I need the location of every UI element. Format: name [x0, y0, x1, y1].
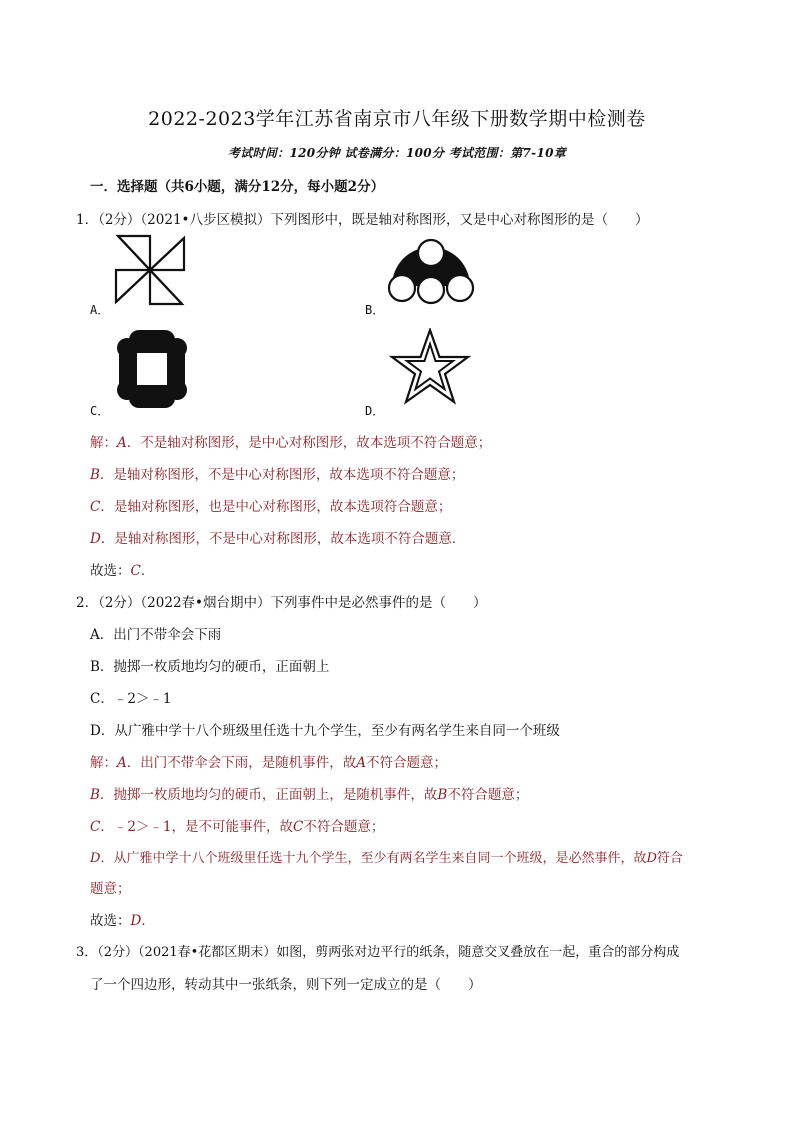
- option-letter: D: [90, 851, 101, 866]
- figure-c-label: C．: [90, 404, 110, 418]
- q1-solution-a: [90, 431, 491, 451]
- solution-text: ．是轴对称图形，不是中心对称图形，故本选项不符合题意；: [99, 467, 465, 483]
- question-3-stem-line-1: 3．（2分）（2021春•花都区期末）如图，剪两张对边平行的纸条，随意交叉叠放在一起，重合的部分构成: [76, 945, 680, 960]
- option-letter: A: [117, 435, 127, 451]
- option-letter: D: [646, 851, 657, 866]
- solution-text: ．从广雅中学十八个班级里任选十九个学生，至少有两名学生来自同一个班级，是必然事件，故: [100, 851, 647, 866]
- q2-option-d: D．从广雅中学十八个班级里任选十九个学生，至少有两名学生来自同一个班级: [90, 723, 560, 739]
- q2-solution-b: [90, 783, 528, 803]
- q2-solution-d-continued: 题意；: [90, 881, 131, 897]
- solution-end: 符合: [656, 851, 683, 866]
- figure-d-star: [389, 328, 471, 410]
- figure-a-label: A．: [90, 303, 110, 317]
- option-letter: B: [90, 467, 100, 483]
- q2-solution-d: [90, 847, 683, 866]
- q2-solution-c: [90, 815, 384, 835]
- q2-solution-a: [90, 751, 447, 771]
- solution-prefix: 解：: [90, 435, 117, 451]
- answer-prefix: 故选：: [90, 913, 131, 929]
- section-heading: 一．选择题（共6小题，满分12分，每小题2分）: [90, 179, 385, 195]
- q2-option-a: A．出门不带伞会下雨: [90, 627, 222, 643]
- answer-prefix: 故选：: [90, 563, 131, 579]
- figure-a-pinwheel: [114, 234, 186, 306]
- solution-prefix: 解：: [90, 755, 117, 771]
- page-title: 2022-2023学年江苏省南京市八年级下册数学期中检测卷: [148, 108, 646, 130]
- solution-text: ．是轴对称图形，不是中心对称图形，故本选项不符合题意．: [100, 531, 466, 547]
- figure-d-label: D．: [365, 404, 385, 418]
- answer-letter: C: [130, 563, 141, 579]
- q1-answer: [90, 559, 154, 579]
- figure-b-label: B．: [365, 303, 385, 317]
- option-letter: C: [293, 819, 304, 835]
- option-letter: A: [356, 755, 366, 771]
- option-letter: C: [90, 819, 101, 835]
- solution-text: ．抛掷一枚质地均匀的硬币，正面朝上，是随机事件，故: [99, 787, 438, 803]
- figure-c-square-shape: [115, 326, 189, 412]
- answer-suffix: ．: [141, 913, 155, 929]
- question-2-stem: 2．（2分）（2022春•烟台期中）下列事件中是必然事件的是（ ）: [76, 595, 487, 611]
- solution-text: ．是轴对称图形，也是中心对称图形，故本选项符合题意；: [100, 499, 452, 515]
- q1-solution-c: [90, 495, 451, 515]
- q2-option-b: B．抛掷一枚质地均匀的硬币，正面朝上: [90, 659, 330, 675]
- exam-info: 考试时间：120分钟 试卷满分：100分 考试范围：第7-10章: [227, 146, 567, 160]
- q1-solution-d: [90, 527, 465, 547]
- question-3-stem-line-2: 了一个四边形，转动其中一张纸条，则下列一定成立的是（ ）: [90, 977, 482, 993]
- solution-text: ．出门不带伞会下雨，是随机事件，故: [126, 755, 357, 771]
- option-letter: B: [437, 787, 448, 803]
- q2-option-c: C．﹣2＞﹣1: [90, 691, 172, 707]
- q1-solution-b: [90, 463, 464, 483]
- answer-suffix: ．: [140, 563, 155, 579]
- option-letter: A: [117, 755, 127, 771]
- option-letter: B: [90, 787, 100, 803]
- figure-b-circles: [386, 238, 476, 306]
- option-letter: C: [90, 499, 101, 515]
- solution-end: 不符合题意；: [303, 819, 385, 835]
- solution-end: 不符合题意；: [366, 755, 447, 771]
- solution-text: ．不是轴对称图形，是中心对称图形，故本选项不符合题意；: [126, 435, 492, 451]
- q2-answer: [90, 909, 155, 929]
- option-letter: D: [90, 531, 101, 547]
- answer-letter: D: [130, 913, 142, 929]
- question-1-stem: 1．（2分）（2021•八步区模拟）下列图形中，既是轴对称图形，又是中心对称图形的是（ ）: [76, 212, 649, 228]
- solution-end: 不符合题意；: [447, 787, 529, 803]
- solution-text: ．﹣2＞﹣1，是不可能事件，故: [100, 819, 294, 835]
